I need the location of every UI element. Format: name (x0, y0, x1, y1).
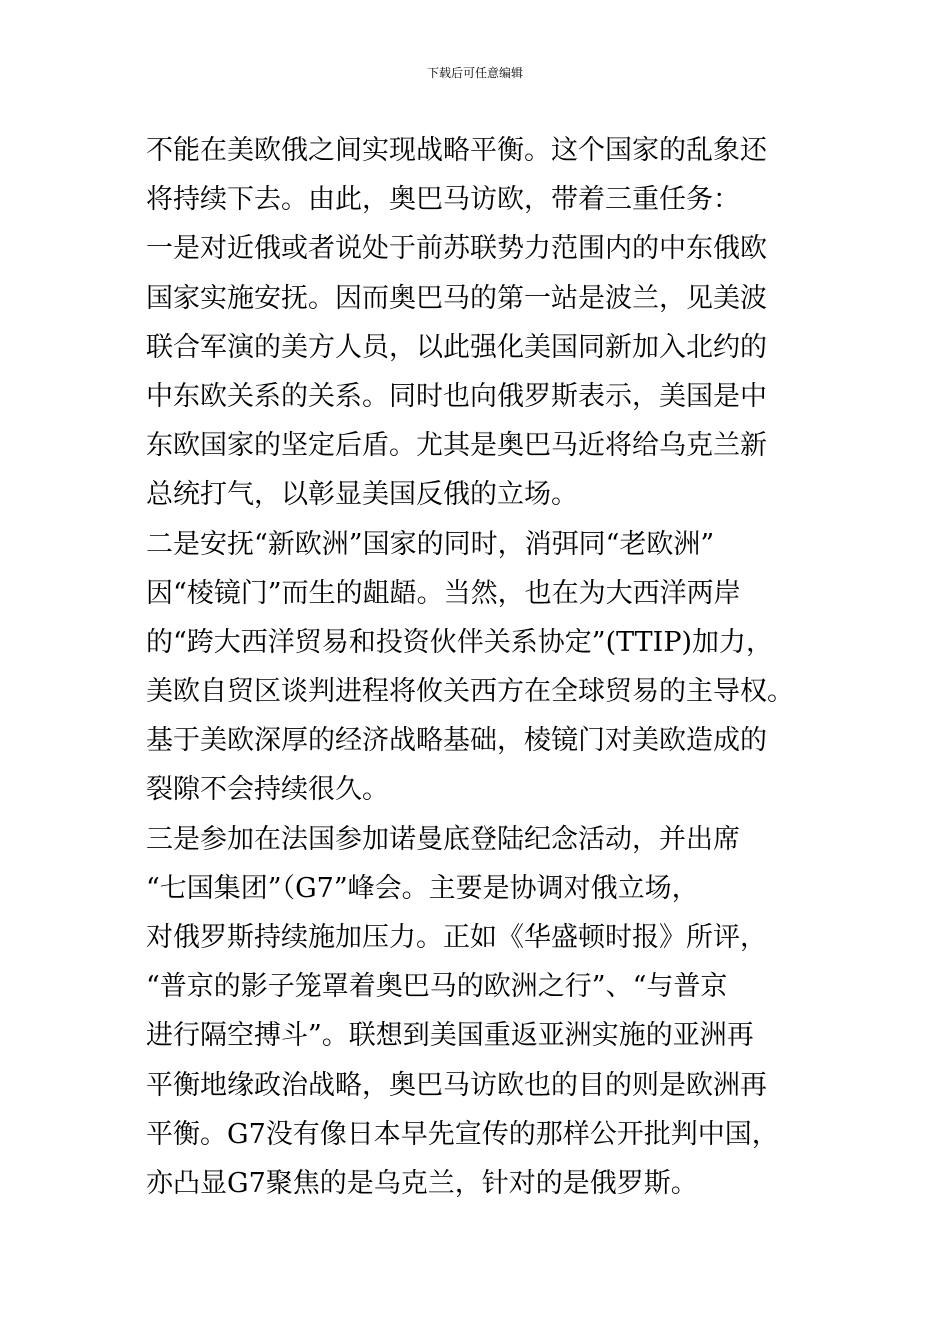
text-line: 不能在美欧俄之间实现战略平衡。这个国家的乱象还 (146, 135, 767, 166)
text-line: 三是参加在法国参加诺曼底登陆纪念活动，并出席 (146, 823, 740, 855)
text-line: 裂隙不会持续很久。 (146, 774, 389, 806)
text-line: 联合军演的美方人员，以此强化美国同新加入北约的 (146, 331, 767, 363)
text-line: 基于美欧深厚的经济战略基础，棱镜门对美欧造成的 (146, 725, 767, 757)
text-line: 美欧自贸区谈判进程将攸关西方在全球贸易的主导权。 (146, 676, 794, 708)
text-line: 进行隔空搏斗”。联想到美国重返亚洲实施的亚洲再 (146, 1020, 754, 1052)
text-line: 的“跨大西洋贸易和投资伙伴关系协定”(TTIP)加力， (146, 626, 774, 658)
text-line: 因“棱镜门”而生的龃龉。当然，也在为大西洋两岸 (146, 577, 741, 609)
text-line: 二是安抚“新欧洲”国家的同时，消弭同“老欧洲” (146, 528, 715, 560)
text-line: “普京的影子笼罩着奥巴马的欧洲之行”、“与普京 (146, 971, 728, 1003)
text-line: 中东欧关系的关系。同时也向俄罗斯表示，美国是中 (146, 380, 767, 412)
text-line: 平衡地缘政治战略，奥巴马访欧也的目的则是欧洲再 (146, 1069, 767, 1101)
text-line: 将持续下去。由此，奥巴马访欧，带着三重任务： (146, 184, 740, 216)
text-line: “七国集团”（G7”峰会。主要是协调对俄立场， (146, 872, 699, 904)
text-line: 总统打气，以彰显美国反俄的立场。 (146, 479, 578, 511)
text-line: 东欧国家的坚定后盾。尤其是奥巴马近将给乌克兰新 (146, 430, 767, 462)
page-header: 下载后可任意编辑 (426, 66, 523, 80)
text-line: 一是对近俄或者说处于前苏联势力范围内的中东俄欧 (146, 233, 767, 265)
text-line: 对俄罗斯持续施加压力。正如《华盛顿时报》所评， (146, 922, 767, 953)
body-text (146, 126, 846, 1208)
text-line: 亦凸显G7聚焦的是乌克兰，针对的是俄罗斯。 (146, 1167, 698, 1199)
text-line: 平衡。G7没有像日本早先宣传的那样公开批判中国， (146, 1118, 779, 1150)
text-line: 国家实施安抚。因而奥巴马的第一站是波兰，见美波 (146, 282, 767, 314)
